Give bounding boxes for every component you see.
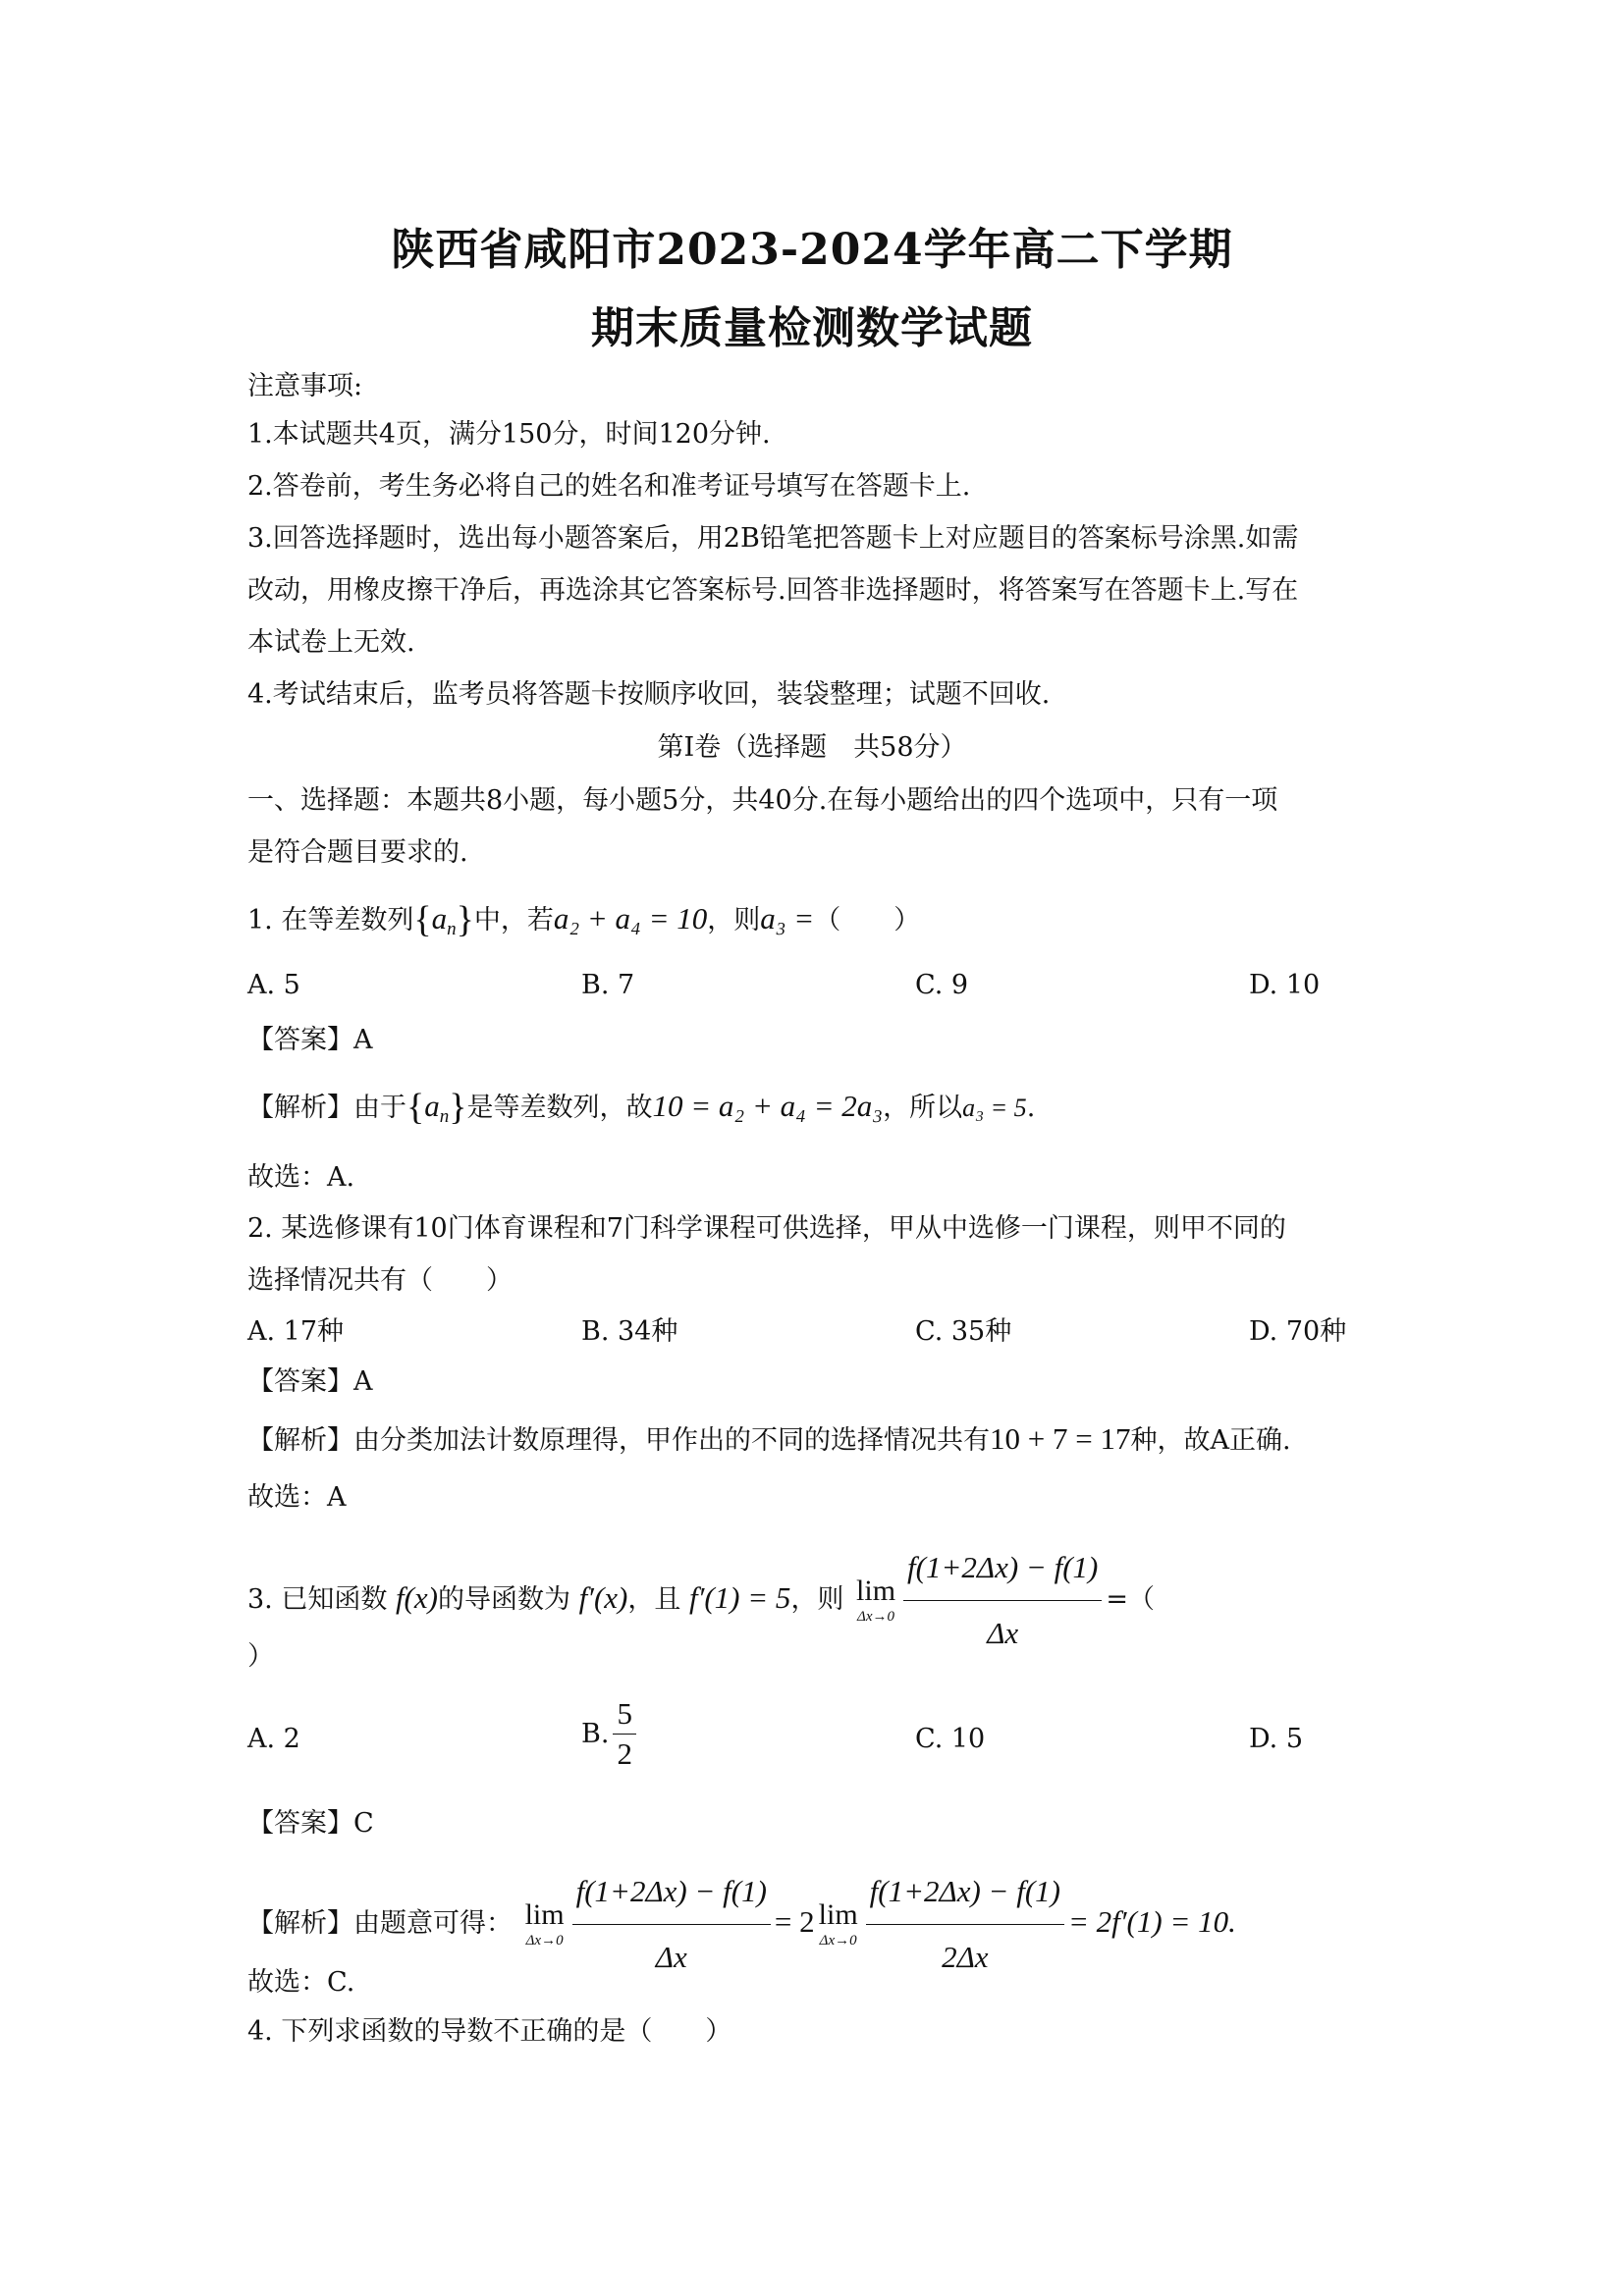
question-4: 4. 下列求函数的导数不正确的是（ ） bbox=[247, 2016, 732, 2047]
q3-analysis-lim-under-2: Δx→0 bbox=[819, 1933, 857, 1949]
q1-mid: 中，若 bbox=[473, 905, 554, 935]
q1-option-d: D. 10 bbox=[1249, 970, 1321, 1000]
q3-mid3: ，则 bbox=[790, 1584, 844, 1615]
notice-item-3-cont: 改动，用橡皮擦干净后，再选涂其它答案标号.回答非选择题时，将答案写在答题卡上.写在 bbox=[247, 575, 1299, 606]
q3-analysis-label: 【解析】由题意可得： bbox=[247, 1908, 513, 1939]
q1-analysis-equation: 10 = a₂ + a₄ = 2a₃ bbox=[652, 1089, 884, 1123]
notice-item-1: 1.本试题共4页，满分150分，时间120分钟. bbox=[247, 419, 771, 450]
question-1: 1. 在等差数列$\{a_n\}$中，若a₂ + a₄ = 10，则a₃ =（ ） bbox=[247, 899, 921, 940]
q1-equation: a₂ + a₄ = 10 bbox=[553, 901, 708, 935]
q1-then: ，则 bbox=[707, 905, 761, 935]
section-header: 第I卷（选择题 共58分） bbox=[657, 732, 967, 763]
q2-option-b: B. 34种 bbox=[581, 1316, 678, 1347]
section-instructions-1: 一、选择题：本题共8小题，每小题5分，共40分.在每小题给出的四个选项中，只有一项 bbox=[247, 785, 1278, 816]
q3-fraction-num: f(1+2Δx) − f(1) bbox=[903, 1537, 1102, 1601]
q1-analysis: 【解析】由于$\{a_n\}$是等差数列，故10 = a₂ + a₄ = 2a₃，所以a₃ = 5. bbox=[247, 1087, 1036, 1128]
q2-analysis-equation: 10 + 7 = 17 bbox=[990, 1421, 1131, 1456]
q3-analysis-result: = 2f′(1) = 10. bbox=[1067, 1904, 1236, 1939]
q3-analysis-den-2: 2Δx bbox=[942, 1940, 989, 1974]
q3-analysis-lim-under-1: Δx→0 bbox=[525, 1933, 564, 1949]
q3-option-a: A. 2 bbox=[247, 1724, 300, 1754]
q3-derivative: f′(x) bbox=[578, 1580, 628, 1615]
q3-analysis-lim-word-2: lim bbox=[818, 1898, 858, 1931]
exam-title-line2: 期末质量检测数学试题 bbox=[591, 303, 1033, 353]
q3-option-b-label: B. bbox=[581, 1719, 610, 1749]
q3-analysis-den-1: Δx bbox=[655, 1940, 687, 1974]
q1-option-c: C. 9 bbox=[915, 970, 969, 1000]
q1-paren: （ ） bbox=[814, 905, 921, 935]
q3-analysis-lim-word-1: lim bbox=[524, 1898, 565, 1931]
q1-analysis-tail: ，所以 bbox=[883, 1093, 963, 1123]
q2-option-c: C. 35种 bbox=[915, 1316, 1012, 1347]
section-instructions-2: 是符合题目要求的. bbox=[247, 837, 468, 868]
q3-lim-word: lim bbox=[856, 1575, 896, 1607]
q3-tail: =（ bbox=[1106, 1584, 1155, 1615]
q2-analysis bbox=[247, 1419, 1386, 1461]
q3-analysis-num-2: f(1+2Δx) − f(1) bbox=[866, 1861, 1064, 1925]
notice-heading: 注意事项: bbox=[247, 371, 363, 401]
q1-analysis-label: 【解析】由于 bbox=[247, 1093, 406, 1123]
q1-ask: a₃ = bbox=[760, 901, 815, 935]
q3-option-c: C. 10 bbox=[915, 1724, 986, 1754]
notice-item-2: 2.答卷前，考生务必将自己的姓名和准考证号填写在答题卡上. bbox=[247, 471, 971, 502]
q2-option-d: D. 70种 bbox=[1249, 1316, 1347, 1347]
q3-close-paren: ） bbox=[247, 1641, 274, 1672]
q3-analysis-limit-2 bbox=[819, 1900, 858, 1949]
q3-mid2: ，且 bbox=[627, 1584, 681, 1615]
q3-limit bbox=[856, 1576, 895, 1625]
q2-analysis-post: 种，故A正确. bbox=[1130, 1425, 1291, 1456]
q1-option-a: A. 5 bbox=[247, 970, 300, 1000]
q2-stem-line2: 选择情况共有（ ） bbox=[247, 1265, 513, 1296]
q2-answer: 【答案】A bbox=[247, 1366, 373, 1397]
q3-prefix: 3. 已知函数 bbox=[247, 1584, 388, 1615]
notice-item-3: 3.回答选择题时，选出每小题答案后，用2B铅笔把答题卡上对应题目的答案标号涂黑.如需 bbox=[247, 523, 1299, 554]
q1-analysis-mid: 是等差数列，故 bbox=[466, 1093, 653, 1123]
q3-option-d: D. 5 bbox=[1249, 1724, 1304, 1754]
q2-stem-line1: 2. 某选修课有10门体育课程和7门科学课程可供选择，甲从中选修一门课程，则甲不同的 bbox=[247, 1213, 1286, 1244]
q1-option-b: B. 7 bbox=[581, 970, 635, 1000]
q3-fraction-den: Δx bbox=[987, 1616, 1019, 1650]
q3-answer: 【答案】C bbox=[247, 1808, 374, 1839]
q3-condition: f′(1) = 5 bbox=[688, 1580, 791, 1615]
q3-option-b-fraction bbox=[613, 1696, 636, 1772]
exam-title-line1: 陕西省咸阳市2023-2024学年高二下学期 bbox=[391, 225, 1233, 275]
q2-option-a: A. 17种 bbox=[247, 1316, 345, 1347]
q1-answer: 【答案】A bbox=[247, 1025, 373, 1055]
q3-analysis-limit-1 bbox=[525, 1900, 565, 1949]
q3-analysis-num-1: f(1+2Δx) − f(1) bbox=[572, 1861, 771, 1925]
q1-choose: 故选：A. bbox=[247, 1162, 355, 1193]
q1-prefix: 1. 在等差数列 bbox=[247, 905, 414, 935]
q3-choose: 故选：C. bbox=[247, 1967, 355, 1998]
q3-lim-under: Δx→0 bbox=[857, 1609, 895, 1625]
q2-choose: 故选：A bbox=[247, 1482, 347, 1513]
notice-item-4: 4.考试结束后，监考员将答题卡按顺序收回，装袋整理；试题不回收. bbox=[247, 679, 1051, 710]
q3-function: f(x) bbox=[395, 1580, 438, 1615]
notice-item-3-cont2: 本试卷上无效. bbox=[247, 627, 415, 658]
q2-analysis-pre: 【解析】由分类加法计数原理得，甲作出的不同的选择情况共有 bbox=[247, 1425, 990, 1456]
q3-option-b-den: 2 bbox=[617, 1736, 632, 1771]
q1-analysis-result: a₃ = 5 bbox=[962, 1094, 1027, 1122]
q3-analysis-coefficient: = 2 bbox=[774, 1904, 815, 1939]
q3-option-b-num: 5 bbox=[613, 1696, 636, 1735]
q3-mid1: 的导函数为 bbox=[437, 1584, 570, 1615]
q3-option-b bbox=[581, 1696, 640, 1772]
